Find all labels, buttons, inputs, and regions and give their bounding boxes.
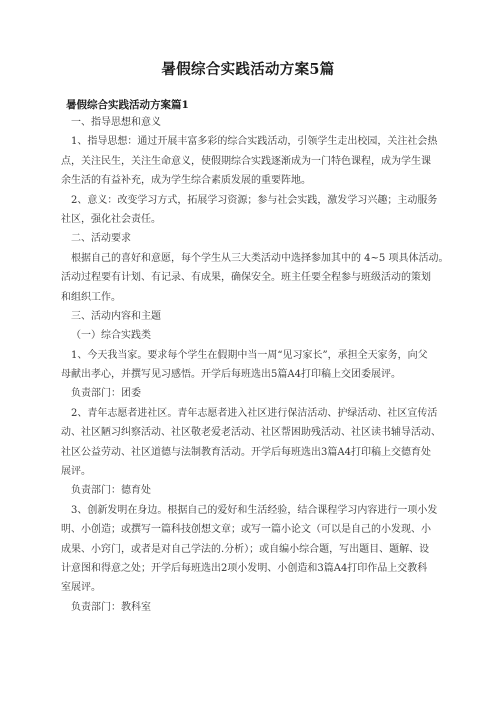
body-line: 社区，强化社会责任。 [61,213,161,225]
body-line: 明、小创造；或撰写一篇科技创想文章；或写一篇小论文（可以是自己的小发现、小 [61,524,431,536]
body-line: 三、活动内容和主题 [71,310,161,322]
body-line: 活动过程要有计划、有记录、有成果，确保安全。班主任要全程参与班级活动的策划 [61,272,431,284]
body-line: 母献出孝心，并撰写见习感悟。开学后每班选出5篇A4打印稿上交团委展评。 [61,369,401,381]
body-line: 成果、小窍门，或者是对自己学法的.分析）；或自编小综合题，写出题目、题解、设 [61,543,430,555]
body-line: 点，关注民生，关注生命意义，使假期综合实践逐渐成为一门特色课程，成为学生课 [61,155,431,167]
body-line: 和组织工作。 [61,291,121,303]
body-line: 负责部门：团委 [71,388,141,400]
body-line: 室展评。 [61,582,101,594]
section-title: 暑假综合实践活动方案篇1 [66,99,189,111]
body-line: 根据自己的喜好和意愿，每个学生从三大类活动中选择参加其中的 4~5 项具体活动。 [71,252,449,264]
body-line: 负责部门：教科室 [71,601,151,613]
body-line: （一）综合实践类 [71,330,151,342]
body-line: 社区公益劳动、社区道德与法制教育活动。开学后每班选出3篇A4打印稿上交德育处 [61,446,431,458]
body-line: 负责部门：德育处 [71,485,151,497]
body-line: 展评。 [61,466,91,478]
body-line: 计意图和得意之处；开学后每班选出2项小发明、小创造和3篇A4打印作品上交教科 [61,562,428,574]
body-line: 1、今天我当家。要求每个学生在假期中当一周“见习家长”，承担全天家务，向父 [71,349,428,361]
body-line: 1、指导思想：通过开展丰富多彩的综合实践活动，引领学生走出校园，关注社会热 [71,136,438,148]
body-line: 一、指导思想和意义 [71,117,161,128]
document-body [61,113,449,617]
body-line: 3、创新发明在身边。根据自己的爱好和生活经验，结合课程学习内容进行一项小发 [71,504,438,516]
body-line: 2、青年志愿者进社区。青年志愿者进入社区进行保洁活动、护绿活动、社区宣传活 [71,407,438,419]
body-line: 动、社区陋习纠察活动、社区敬老爱老活动、社区帮困助残活动、社区读书辅导活动、 [61,427,441,439]
body-line: 余生活的有益补充，成为学生综合素质发展的重要阵地。 [61,175,311,187]
document-title: 暑假综合实践活动方案5篇 [161,61,335,78]
body-line: 二、活动要求 [71,233,131,245]
body-line: 2、意义：改变学习方式，拓展学习资源；参与社会实践，激发学习兴趣；主动服务 [71,194,438,206]
